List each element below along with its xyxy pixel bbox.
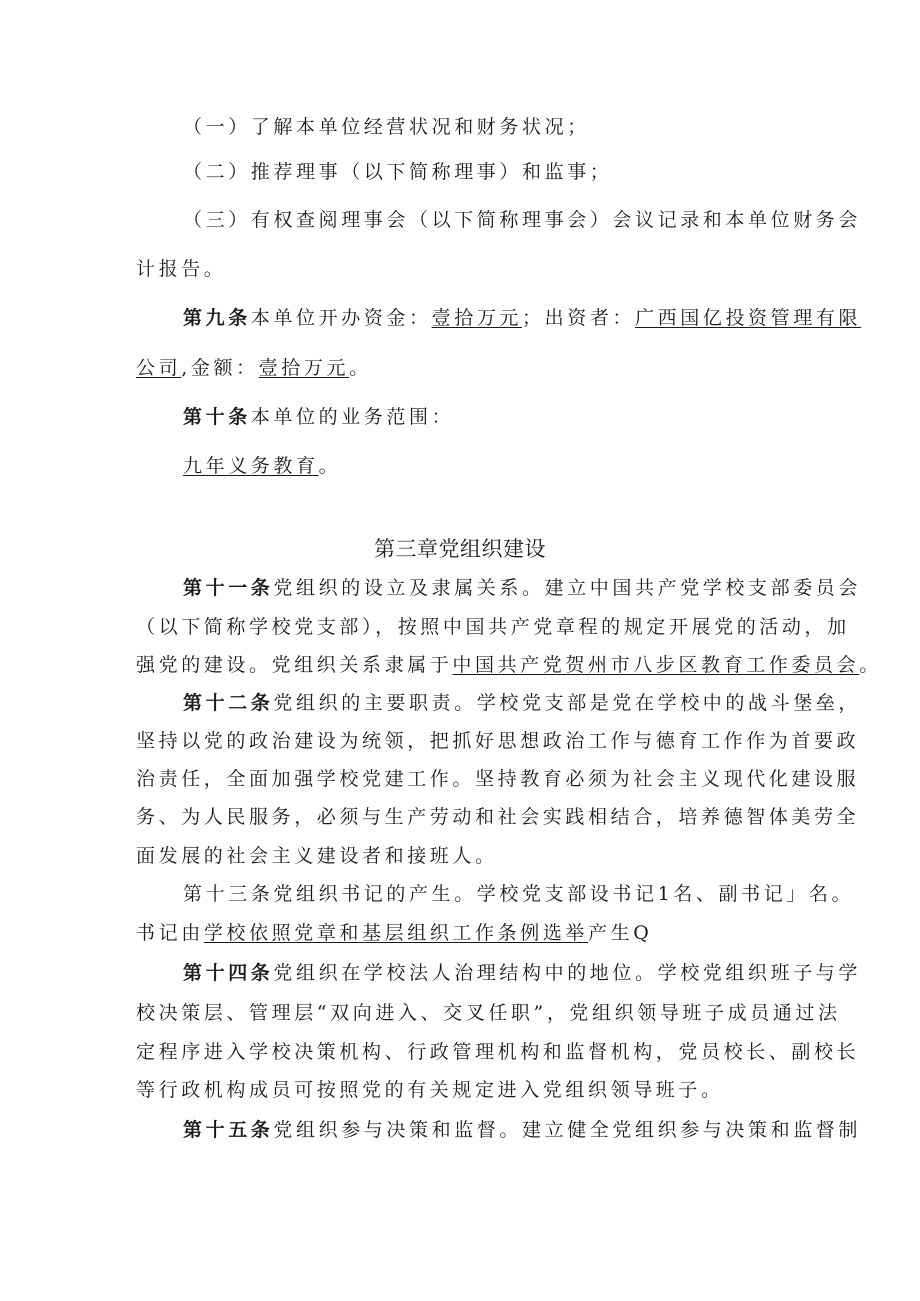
article-15-line-1 [183,1117,861,1143]
item-3-line-1: （三）有权查阅理事会（以下简称理事会）会议记录和本单位财务会 [183,209,862,231]
article-12-line-3: 治责任，全面加强学校党建工作。坚持教育必须为社会主义现代化建设服 [136,768,860,790]
article-9-text-2: ；出资者： [522,307,636,329]
article-11-label: 第十一条 [183,577,274,599]
article-15-text-1: 党组织参与决策和监督。建立健全党组织参与决策和监督制 [273,1119,862,1141]
article-9-text-3: ,金额： [181,357,259,379]
article-12-line-5: 面发展的社会主义建设者和接班人。 [136,845,498,867]
article-9-line-2 [136,355,372,381]
article-13-line-2 [136,920,652,946]
article-11-line-1 [183,575,861,601]
article-10-label: 第十条 [183,406,251,428]
article-12-text-1: 党组织的主要职责。学校党支部是党在学校中的战斗堡垒， [273,692,862,714]
article-15-label: 第十五条 [183,1119,274,1141]
article-10-line-1 [183,404,454,430]
article-9-amount: 壹拾万元 [258,357,350,379]
article-11-line-2: （以下简称学校党支部），按照中国共产党章程的规定开展党的活动，加 [136,616,850,638]
article-9-label: 第九条 [183,307,251,329]
article-13-election: 学校依照党章和基层组织工作条例选举 [203,922,589,944]
article-11-text-3b: 。 [859,654,882,676]
article-14-line-2: 校决策层、管理层“双向进入、交叉任职”，党组织领导班子成员通过法 [136,1002,841,1024]
article-13-text-2a: 书记由 [136,922,204,944]
item-3-line-2: 计报告。 [136,258,227,280]
article-14-label: 第十四条 [183,962,274,984]
article-9-investor-cont: 公司 [136,357,182,379]
article-10-text: 本单位的业务范围： [250,406,455,428]
article-11-superior-org: 中国共产党贺州市八步区教育工作委员会 [452,654,860,676]
article-12-line-2: 坚持以党的政治建设为统领，把抓好思想政治工作与德育工作作为首要政 [136,730,860,752]
article-12-label: 第十二条 [183,692,274,714]
article-14-line-3: 定程序进入学校决策机构、行政管理机构和监督机构，党员校长、副校长 [136,1041,860,1063]
item-2: （二）推荐理事（以下简称理事）和监事； [183,161,613,183]
article-11-text-1: 党组织的设立及隶属关系。建立中国共产党学校支部委员会 [273,577,862,599]
article-10-scope-end: 。 [318,455,342,477]
article-9-line-1 [183,305,861,331]
article-14-line-4: 等行政机构成员可按照党的有关规定进入党组织领导班子。 [136,1079,724,1101]
article-9-text: 本单位开办资金： [250,307,432,329]
article-14-text-1: 党组织在学校法人治理结构中的地位。学校党组织班子与学 [273,962,862,984]
chapter-3-title: 第三章党组织建设 [374,537,546,561]
article-13-line-1: 第十三条党组织书记的产生。学校党支部设书记1名、副书记」名。 [183,883,855,905]
article-12-line-4: 务、为人民服务，必须与生产劳动和社会实践相结合，培养德智体美劳全 [136,806,860,828]
article-13-text-2b: 产生Q [588,922,653,944]
article-11-text-3a: 强党的建设。党组织关系隶属于 [136,654,453,676]
item-1: （一）了解本单位经营状况和财务状况； [183,116,590,138]
article-11-line-3 [136,652,882,678]
article-12-line-1 [183,690,861,716]
article-14-line-1 [183,960,861,986]
article-10-scope: 九年义务教育 [183,455,319,477]
article-9-fund: 壹拾万元 [431,307,523,329]
article-9-text-4: 。 [349,357,372,379]
article-9-investor: 广西国亿投资管理有限 [635,307,862,329]
article-10-scope-line [183,453,341,479]
